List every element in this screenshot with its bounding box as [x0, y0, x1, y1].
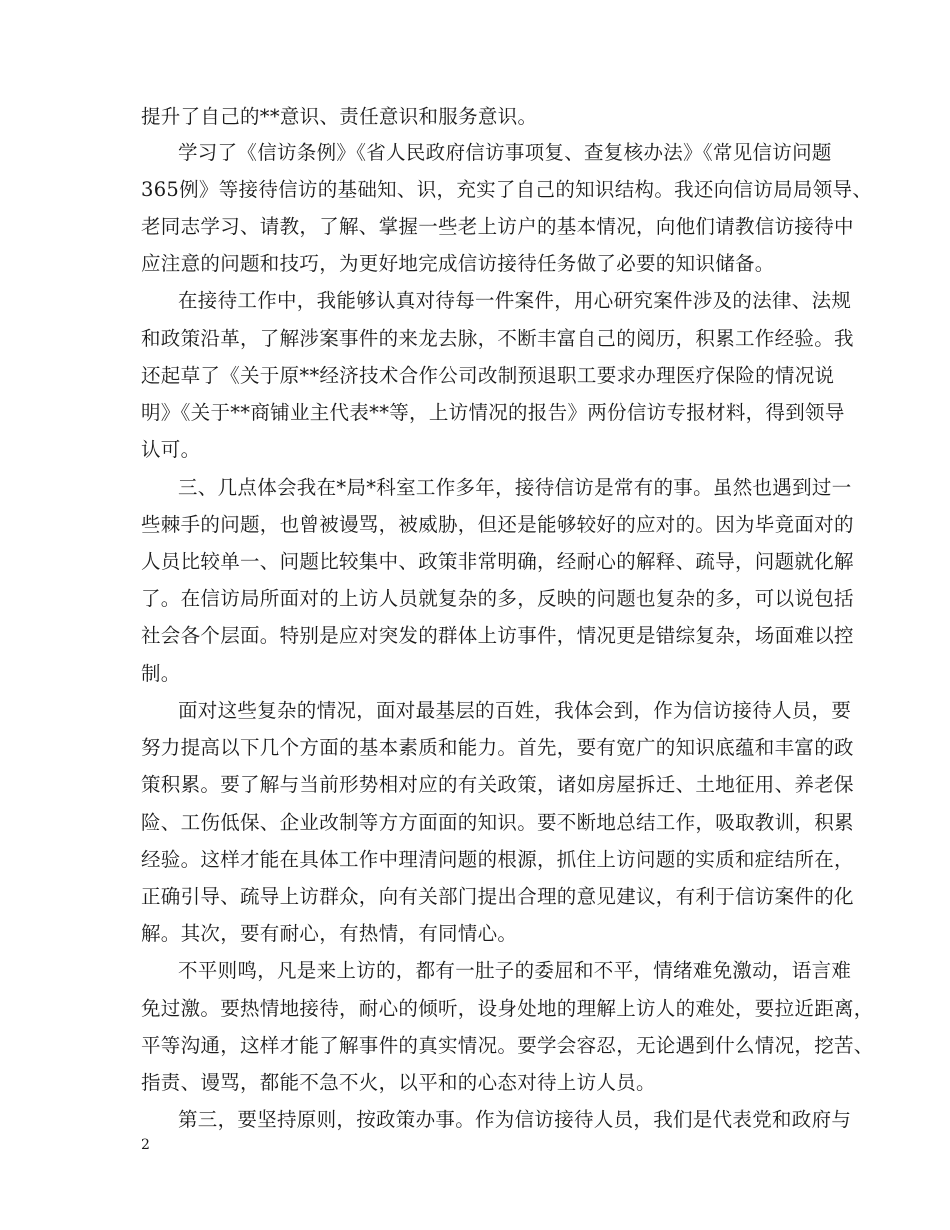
text-line: 了。在信访局所面对的上访人员就复杂的多，反映的问题也复杂的多，可以说包括 [141, 587, 854, 610]
text-line: 平等沟通，这样才能了解事件的真实情况。要学会容忍，无论遇到什么情况，挖苦、 [141, 1034, 874, 1057]
text-line: 在接待工作中，我能够认真对待每一件案件，用心研究案件涉及的法律、法规 [178, 289, 852, 312]
text-line: 认可。 [141, 438, 201, 461]
text-line: 应注意的问题和技巧，为更好地完成信访接待任务做了必要的知识储备。 [141, 252, 775, 275]
text-line: 免过激。要热情地接待，耐心的倾听，设身处地的理解上访人的难处，要拉近距离， [141, 997, 874, 1020]
text-line: 险、工伤低保、企业改制等方方面面的知识。要不断地总结工作，吸取教训，积累 [141, 811, 854, 834]
text-line: 老同志学习、请教，了解、掌握一些老上访户的基本情况，向他们请教信访接待中 [141, 215, 854, 238]
text-line: 面对这些复杂的情况，面对最基层的百姓，我体会到，作为信访接待人员，要 [178, 699, 852, 722]
text-line: 策积累。要了解与当前形势相对应的有关政策，诸如房屋拆迁、土地征用、养老保 [141, 773, 854, 796]
text-line: 第三，要坚持原则，按政策办事。作为信访接待人员，我们是代表党和政府与 [178, 1108, 852, 1131]
page-number: 2 [141, 1137, 150, 1153]
text-line: 些棘手的问题，也曾被谩骂，被威胁，但还是能够较好的应对的。因为毕竟面对的 [141, 513, 854, 536]
text-line: 不平则鸣，凡是来上访的，都有一肚子的委屈和不平，情绪难免激动，语言难 [178, 959, 852, 982]
text-line: 和政策沿革，了解涉案事件的来龙去脉，不断丰富自己的阅历，积累工作经验。我 [141, 327, 854, 350]
text-line: 解。其次，要有耐心，有热情，有同情心。 [141, 922, 518, 945]
text-line: 正确引导、疏导上访群众，向有关部门提出合理的意见建议，有利于信访案件的化 [141, 885, 854, 908]
text-line: 制。 [141, 662, 181, 685]
text-line: 提升了自己的**意识、责任意识和服务意识。 [141, 105, 538, 128]
text-line: 明》《关于**商铺业主代表**等，上访情况的报告》两份信访专报材料，得到领导 [141, 401, 845, 424]
text-line: 人员比较单一、问题比较集中、政策非常明确，经耐心的解释、疏导，问题就化解 [141, 550, 854, 573]
text-line: 还起草了《关于原**经济技术合作公司改制预退职工要求办理医疗保险的情况说 [141, 364, 835, 387]
text-line: 学习了《信访条例》《省人民政府信访事项复、查复核办法》《常见信访问题 [178, 141, 832, 164]
text-line: 社会各个层面。特别是应对突发的群体上访事件，情况更是错综复杂，场面难以控 [141, 624, 854, 647]
text-line: 365例》等接待信访的基础知、识，充实了自己的知识结构。我还向信访局局领导、 [141, 178, 873, 201]
text-line: 努力提高以下几个方面的基本素质和能力。首先，要有宽广的知识底蕴和丰富的政 [141, 736, 854, 759]
text-line: 指责、谩骂，都能不急不火，以平和的心态对待上访人员。 [141, 1071, 656, 1094]
text-line: 三、几点体会我在*局*科室工作多年，接待信访是常有的事。虽然也遇到过一 [178, 476, 852, 499]
text-line: 经验。这样才能在具体工作中理清问题的根源，抓住上访问题的实质和症结所在， [141, 848, 854, 871]
